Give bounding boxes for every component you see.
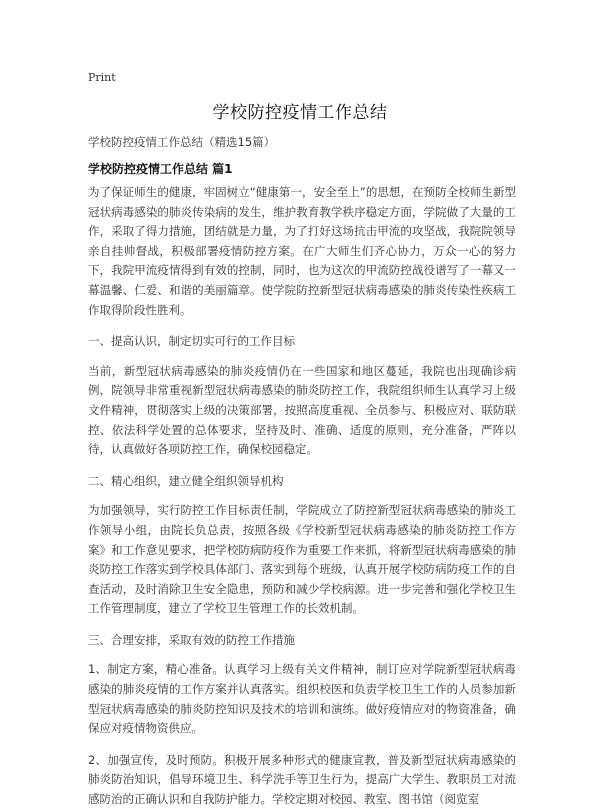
document-body	[88, 183, 516, 810]
section-heading: 二、精心组织，建立健全组织领导机构	[88, 473, 284, 488]
body-paragraph: 当前，新型冠状病毒感染的肺炎疫情仍在一些国家和地区蔓延，我院也出现确诊病例，院领导非常重视新型冠状病毒感染的肺炎防控工作，我院组织师生认真学习上级文件精神，贯彻落实上级的决策部署，按照高度重视、全员参与、积极应对、联防联控、依法科学处置的总体要求，坚持及时、准确、适度的原则，充分准备，严阵以待，认真做好各项防控工作，确保校园稳定。	[88, 363, 516, 457]
section-title: 学校防控疫情工作总结 篇1	[88, 162, 233, 176]
section-heading: 一、提高认识，制定切实可行的工作目标	[88, 334, 295, 349]
body-paragraph: 1、制定方案，精心准备。认真学习上级有关文件精神，制订应对学院新型冠状病毒感染的肺炎疫情的工作方案并认真落实。组织校医和负责学校卫生工作的人员参加新型冠状病毒感染的肺炎防控知识及技术的培训和演练。做好疫情应对的物资准备，确保应对疫情物资供应。	[88, 662, 516, 736]
section-heading: 三、合理安排，采取有效的防控工作措施	[88, 632, 295, 647]
print-label: Print	[88, 71, 116, 84]
body-paragraph: 2、加强宣传，及时预防。积极开展多种形式的健康宣教，普及新型冠状病毒感染的肺炎防治知识，倡导环境卫生、科学洗手等卫生行为，提高广大学生、教职员工对流感防治的正确认识和自我防护能力。学校定期对校园、教室、图书馆（阅览室	[88, 752, 516, 807]
body-paragraph: 为了保证师生的健康，牢固树立“健康第一，安全至上”的思想，在预防全校师生新型冠状病毒感染的肺炎传染病的发生，维护教育教学秩序稳定方面，学院做了大量的工作，采取了得力措施，团结就是力量，为了打好这场抗击甲流的攻坚战，我院院领导亲自挂帅督战，积极部署疫情防控方案。在广大师生们齐心协力，万众一心的努力下，我院甲流疫情得到有效的控制，同时，也为这次的甲流防控战役谱写了一幕又一幕温馨、仁爱、和谐的美丽篇章。使学院防控新型冠状病毒感染的肺炎传染性疾病工作取得阶段性胜利。	[88, 185, 516, 317]
document-subtitle: 学校防控疫情工作总结（精选15篇）	[88, 135, 276, 149]
document-title: 学校防控疫情工作总结	[212, 103, 388, 123]
body-paragraph: 为加强领导，实行防控工作目标责任制，学院成立了防控新型冠状病毒感染的肺炎工作领导小组，由院长负总责，按照各级《学校新型冠状病毒感染的肺炎防控工作方案》和工作意见要求，把学校防病防疫作为重要工作来抓，将新型冠状病毒感染的肺炎防控工作落实到学校具体部门、落实到每个班级，认真开展学校防病防疫工作的自查活动，及时消除卫生安全隐患，预防和减少学校病源。进一步完善和强化学校卫生工作管理制度，建立了学校卫生管理工作的长效机制。	[88, 503, 516, 616]
